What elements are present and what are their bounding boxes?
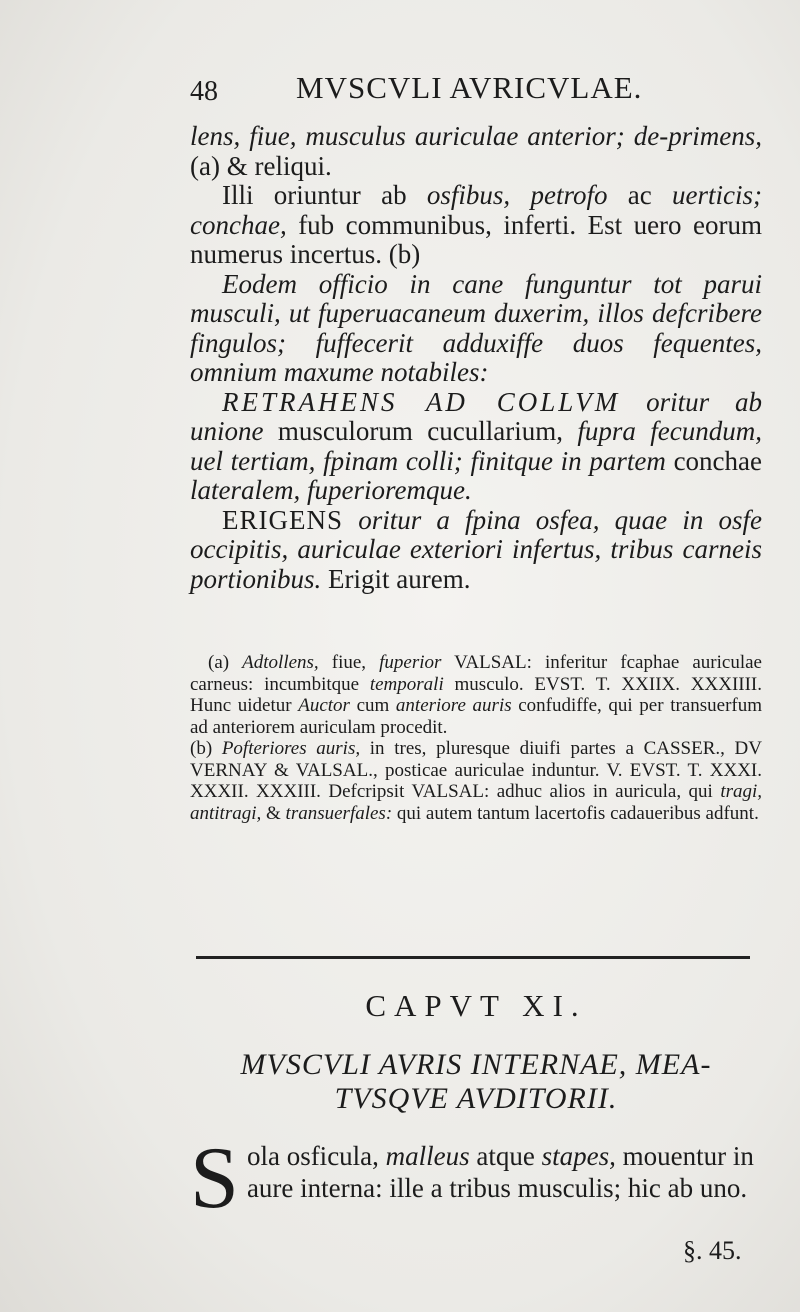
running-title: MVSCVLI AVRICVLAE. bbox=[296, 70, 643, 105]
paragraph-3: Eodem officio in cane funguntur tot parui musculi, ut fuperuacaneum duxerim, illos defcribere fingulos; fuffecerit adduxiffe duos fequentes, omnium maxume notabiles: bbox=[190, 268, 762, 387]
paragraph-1: lens, fiue, musculus auriculae anterior; de-primens, (a) & reliqui. bbox=[190, 121, 762, 181]
footnote-a: (a) Adtollens, fiue, fuperior VALSAL: inferitur fcaphae auriculae carneus: incumbitque temporali musculo. EVST. T. XXIIX. XXXIIII. Hunc uidetur Auctor cum anteriore auris confudiffe, qui per transuerfum ad anteriorem auriculam procedit. bbox=[190, 652, 762, 738]
paragraph-erigens: ERIGENS oritur a fpina osfea, quae in osfe occipitis, auriculae exteriori infertus, tribus carneis portionibus. Erigit aurem. bbox=[190, 504, 763, 594]
catchword: §. 45. bbox=[683, 1236, 742, 1265]
chapter-heading: CAPVT XI. bbox=[365, 988, 587, 1023]
paragraph-retrahens: RETRAHENS AD COLLVM oritur ab unione musculorum cucullarium, fupra fecundum, uel tertiam, fpinam colli; finitque in partem conchae lateralem, fuperioremque. bbox=[190, 386, 763, 505]
chapter-subtitle bbox=[190, 1048, 762, 1116]
main-text bbox=[190, 122, 762, 594]
muscle-name-retrahens: RETRAHENS AD COLLVM bbox=[222, 386, 621, 417]
chapter-subtitle-line-1: MVSCVLI AVRIS INTERNAE, MEA- bbox=[240, 1048, 712, 1081]
page-number: 48 bbox=[190, 76, 218, 107]
chapter-subtitle-line-2: TVSQVE AVDITORII. bbox=[334, 1082, 618, 1115]
footnote-b: (b) Pofteriores auris, in tres, pluresque diuifi partes a CASSER., DV VERNAY & VALSAL., posticae auriculae induntur. V. EVST. T. XXXI. XXXII. XXXIII. Defcripsit VALSAL: adhuc alios in auricula, qui tragi, antitragi, & transuerfales: qui autem tantum lacertofis cadaueribus adfunt. bbox=[190, 738, 763, 824]
muscle-name-erigens: ERIGENS bbox=[222, 504, 343, 535]
paragraph-2: Illi oriuntur ab osfibus, petrofo ac uerticis; conchae, fub communibus, inferti. Est uero eorum numerus incertus. (b) bbox=[190, 180, 763, 269]
drop-cap: S bbox=[190, 1130, 239, 1227]
running-header bbox=[190, 70, 670, 114]
footnotes bbox=[190, 652, 762, 824]
section-divider bbox=[196, 956, 750, 959]
chapter-opening-paragraph: Sola osficula, malleus atque stapes, mouentur in aure interna: ille a tribus musculis; hic ab uno. bbox=[190, 1130, 754, 1227]
